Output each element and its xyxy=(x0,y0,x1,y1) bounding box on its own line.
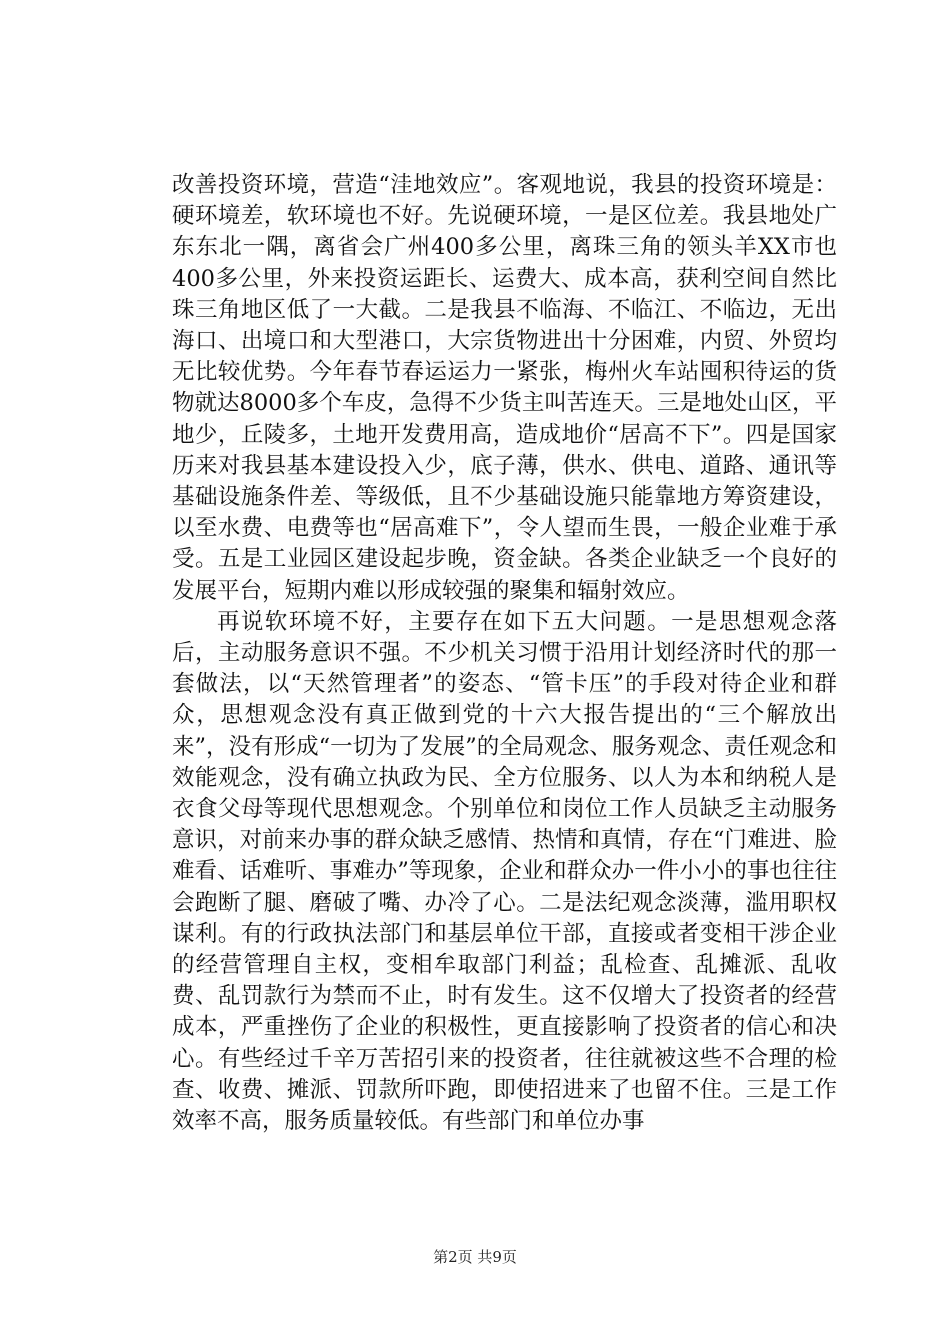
page-number-footer: 第2页 共9页 xyxy=(433,1248,517,1266)
document-body xyxy=(172,170,837,1137)
paragraph-soft-environment: 再说软环境不好，主要存在如下五大问题。一是思想观念落后，主动服务意识不强。不少机关习惯于沿用计划经济时代的那一套做法，以“天然管理者”的姿态、“管卡压”的手段对待企业和群众，思想观念没有真正做到党的十六大报告提出的“三个解放出来”，没有形成“一切为了发展”的全局观念、服务观念、责任观念和效能观念，没有确立执政为民、全方位服务、以人为本和纳税人是衣食父母等现代思想观念。个别单位和岗位工作人员缺乏主动服务意识，对前来办事的群众缺乏感情、热情和真情，存在“门难进、脸难看、话难听、事难办”等现象，企业和群众办一件小小的事也往往会跑断了腿、磨破了嘴、办冷了心。二是法纪观念淡薄，滥用职权谋利。有的行政执法部门和基层单位干部，直接或者变相干涉企业的经营管理自主权，变相牟取部门利益；乱检查、乱摊派、乱收费、乱罚款行为禁而不止，时有发生。这不仅增大了投资者的经营成本，严重挫伤了企业的积极性，更直接影响了投资者的信心和决心。有些经过千辛万苦招引来的投资者，往往就被这些不合理的检查、收费、摊派、罚款所吓跑，即使招进来了也留不住。三是工作效率不高，服务质量较低。有些部门和单位办事 xyxy=(172,608,837,1135)
paragraph-hard-environment: 改善投资环境，营造“洼地效应”。客观地说，我县的投资环境是：硬环境差，软环境也不好。先说硬环境，一是区位差。我县地处广东东北一隅，离省会广州400多公里，离珠三角的领头羊XX市也400多公里，外来投资运距长、运费大、成本高，获利空间自然比珠三角地区低了一大截。二是我县不临海、不临江、不临边，无出海口、出境口和大型港口，大宗货物进出十分困难，内贸、外贸均无比较优势。今年春节春运运力一紧张，梅州火车站囤积待运的货物就达8000多个车皮，急得不少货主叫苦连天。三是地处山区，平地少，丘陵多，土地开发费用高，造成地价“居高不下”。四是国家历来对我县基本建设投入少，底子薄，供水、供电、道路、通讯等基础设施条件差、等级低，且不少基础设施只能靠地方筹资建设，以至水费、电费等也“居高难下”，令人望而生畏，一般企业难于承受。五是工业园区建设起步晚，资金缺。各类企业缺乏一个良好的发展平台，短期内难以形成较强的聚集和辐射效应。 xyxy=(172,172,837,604)
